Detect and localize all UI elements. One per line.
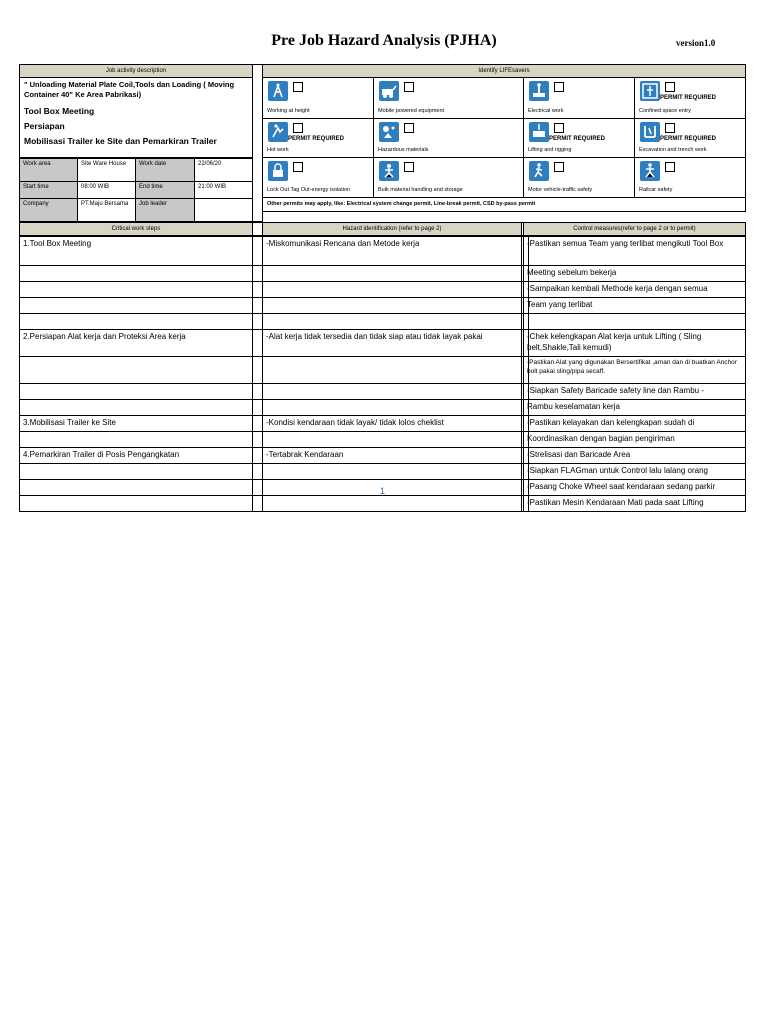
critical-step-cell (19, 313, 253, 330)
start-time-label: Start time (19, 181, 78, 199)
control-measure-cell: -Pasang Choke Wheel saat kendaraan sedang parkir (523, 479, 746, 496)
critical-step-cell: 3.Mobilisasi Trailer ke Site (19, 415, 253, 432)
lifesaver-label: Lifting and rigging (528, 147, 572, 153)
job-activity-line-1: " Unloading Material Plate Coil,Tools dan Loading ( Moving Container 40" Ke Area Pabrikasi) (24, 80, 235, 99)
permit-required-label: PERMIT REQUIRED (549, 136, 606, 142)
lifting-rigging-icon (529, 122, 549, 142)
lifesaver-label: Mobile powered equipment (378, 108, 445, 114)
control-measure-cell (523, 313, 746, 330)
mobile-equipment-icon (379, 81, 399, 101)
control-measure-cell: Rambu keselamatan kerja (523, 399, 746, 416)
confined-space-icon (640, 81, 660, 101)
electrical-work-icon (529, 81, 549, 101)
hazard-cell (262, 399, 522, 416)
lifesaver-checkbox[interactable] (293, 123, 303, 133)
bulk-material-icon (379, 161, 399, 181)
hazard-cell (262, 265, 522, 282)
critical-step-cell: 2.Persiapan Alat kerja dan Proteksi Area kerja (19, 329, 253, 357)
lifesaver-checkbox[interactable] (554, 162, 564, 172)
critical-step-cell: 1.Tool Box Meeting (19, 236, 253, 266)
lifesavers-header: Identify LIFEsavers (262, 64, 746, 78)
job-activity-line-2: Tool Box Meeting (24, 106, 95, 116)
job-activity-header: Job activity description (19, 64, 253, 78)
lifesaver-lifting-and-rigging (523, 118, 635, 158)
lifesaver-label: Confined space entry (639, 108, 691, 114)
control-header: Control measures(refer to page 2 or to permit) (523, 222, 746, 236)
hazard-cell (262, 356, 522, 384)
lifesaver-label: Railcar safety (639, 187, 673, 193)
permit-required-label: PERMIT REQUIRED (288, 136, 345, 142)
lifesaver-checkbox[interactable] (554, 123, 564, 133)
lockout-tagout-icon (268, 161, 288, 181)
lifesaver-checkbox[interactable] (665, 162, 675, 172)
hazard-cell (262, 463, 522, 480)
page-number[interactable]: 1 (380, 486, 386, 496)
version-label: version1.0 (676, 38, 716, 48)
control-measure-cell: -Pastikan kelayakan dan kelengkapan sudah di (523, 415, 746, 432)
motor-vehicle-icon (529, 161, 549, 181)
job-leader-value (194, 198, 253, 222)
lifesaver-motor-vehicle-traffic-safety (523, 157, 635, 198)
critical-step-cell (19, 463, 253, 480)
work-date-value: 22/06/20 (194, 158, 253, 182)
critical-step-cell (19, 297, 253, 314)
job-activity-line-4: Mobilisasi Trailer ke Site dan Pemarkiran Trailer (24, 136, 217, 146)
hazard-cell (262, 495, 522, 512)
critical-step-cell (19, 383, 253, 400)
hazard-cell (262, 383, 522, 400)
work-area-value: Site Ware House (77, 158, 136, 182)
railcar-icon (640, 161, 660, 181)
control-measure-cell: -Pastikan Mesin Kendaraan Mati pada saat Lifting (523, 495, 746, 512)
control-measure-cell: -Strelisasi dan Baricade Area (523, 447, 746, 464)
lifesaver-railcar-safety (634, 157, 746, 198)
control-measure-cell: -Sampaikan kembali Methode kerja dengan semua (523, 281, 746, 298)
control-measure-cell: -Chek kelengkapan Alat kerja untuk Lifting ( Sling belt,Shakle,Tali kemudi) (523, 329, 746, 357)
critical-step-cell: 4.Pemarkiran Trailer di Posis Pengangkatan (19, 447, 253, 464)
permit-required-label: PERMIT REQUIRED (660, 136, 717, 142)
excavation-icon (640, 122, 660, 142)
lifesaver-label: Motor vehicle-traffic safety (528, 187, 593, 193)
lifesaver-hazardous-materials (373, 118, 524, 158)
hot-work-icon (268, 122, 288, 142)
lifesaver-label: Working at height (267, 108, 310, 114)
control-measure-cell: -Siapkan Safety Baricade safety line dan Rambu - (523, 383, 746, 400)
working-at-height-icon (268, 81, 288, 101)
critical-step-cell (19, 495, 253, 512)
hazard-cell (262, 281, 522, 298)
page-title: Pre Job Hazard Analysis (PJHA) (271, 32, 497, 49)
lifesaver-label: Lock Out Tag Out-energy isolation (267, 187, 351, 193)
company-label: Company (19, 198, 78, 222)
lifesaver-label: Hot work (267, 147, 289, 153)
hazard-cell: -Alat kerja tidak tersedia dan tidak siap atau tidak layak pakai (262, 329, 522, 357)
hazard-cell (262, 431, 522, 448)
control-measure-cell: -Siapkan FLAGman untuk Control lalu lalang orang (523, 463, 746, 480)
critical-step-cell (19, 265, 253, 282)
hazard-cell: -Kondisi kendaraan tidak layak/ tidak lolos cheklist (262, 415, 522, 432)
control-measure-cell: Koordinasikan dengan bagian pengiriman (523, 431, 746, 448)
lifesaver-label: Bulk material handling and storage (378, 187, 463, 193)
lifesaver-label: Hazardous materials (378, 147, 429, 153)
hazardous-materials-icon (379, 122, 399, 142)
lifesaver-checkbox[interactable] (665, 123, 675, 133)
lifesaver-checkbox[interactable] (665, 82, 675, 92)
lifesaver-checkbox[interactable] (293, 162, 303, 172)
lifesaver-checkbox[interactable] (554, 82, 564, 92)
hazard-cell (262, 479, 522, 496)
lifesaver-checkbox[interactable] (293, 82, 303, 92)
lifesaver-lock-out-tag-out-energy-isolation (262, 157, 374, 198)
lifesaver-label: Excavation and trench work (639, 147, 707, 153)
lifesaver-mobile-powered-equipment (373, 77, 524, 119)
critical-step-cell (19, 399, 253, 416)
company-value: PT.Maju Bersama (77, 198, 136, 222)
lifesaver-checkbox[interactable] (404, 123, 414, 133)
hazard-cell: -Miskomunikasi Rencana dan Metode kerja (262, 236, 522, 266)
end-time-label: End time (135, 181, 195, 199)
permit-required-label: PERMIT REQUIRED (660, 95, 717, 101)
control-measure-cell: -Pastikan Alat yang digunakan Bersertifikat ,aman dan di buatkan Anchor bolt pakai sling/pipa secaff. (523, 356, 746, 384)
lifesaver-working-at-height (262, 77, 374, 119)
work-area-label: Work area (19, 158, 78, 182)
hazard-cell (262, 297, 522, 314)
lifesaver-bulk-material-handling-and-storage (373, 157, 524, 198)
work-date-label: Work date (135, 158, 195, 182)
lifesaver-checkbox[interactable] (404, 162, 414, 172)
end-time-value: 21:00 WIB (194, 181, 253, 199)
critical-step-cell (19, 431, 253, 448)
lifesaver-checkbox[interactable] (404, 82, 414, 92)
other-permits-text: Other permits may apply, like: Electrical system change permit, Line-break permit, CSD by-pass permit (267, 201, 536, 207)
critical-step-cell (19, 281, 253, 298)
control-measure-cell: Team yang terlibat (523, 297, 746, 314)
hazard-cell (262, 313, 522, 330)
hazard-cell: -Tertabrak Kendaraan (262, 447, 522, 464)
lifesaver-electrical-work (523, 77, 635, 119)
lifesaver-label: Electrical work (528, 108, 564, 114)
control-measure-cell: -Pastikan semua Team yang terlibat mengikuti Tool Box (523, 236, 746, 266)
critical-steps-header: Critical work steps (19, 222, 253, 236)
lifesaver-excavation-and-trench-work (634, 118, 746, 158)
critical-step-cell (19, 479, 253, 496)
lifesaver-confined-space-entry (634, 77, 746, 119)
critical-step-cell (19, 356, 253, 384)
lifesaver-hot-work (262, 118, 374, 158)
job-activity-line-3: Persiapan (24, 121, 65, 131)
job-leader-label: Job leader (135, 198, 195, 222)
start-time-value: 08:00 WIB (77, 181, 136, 199)
control-measure-cell: Meeting sebelum bekerja (523, 265, 746, 282)
hazard-header: Hazard identification (refer to page 2) (262, 222, 522, 236)
